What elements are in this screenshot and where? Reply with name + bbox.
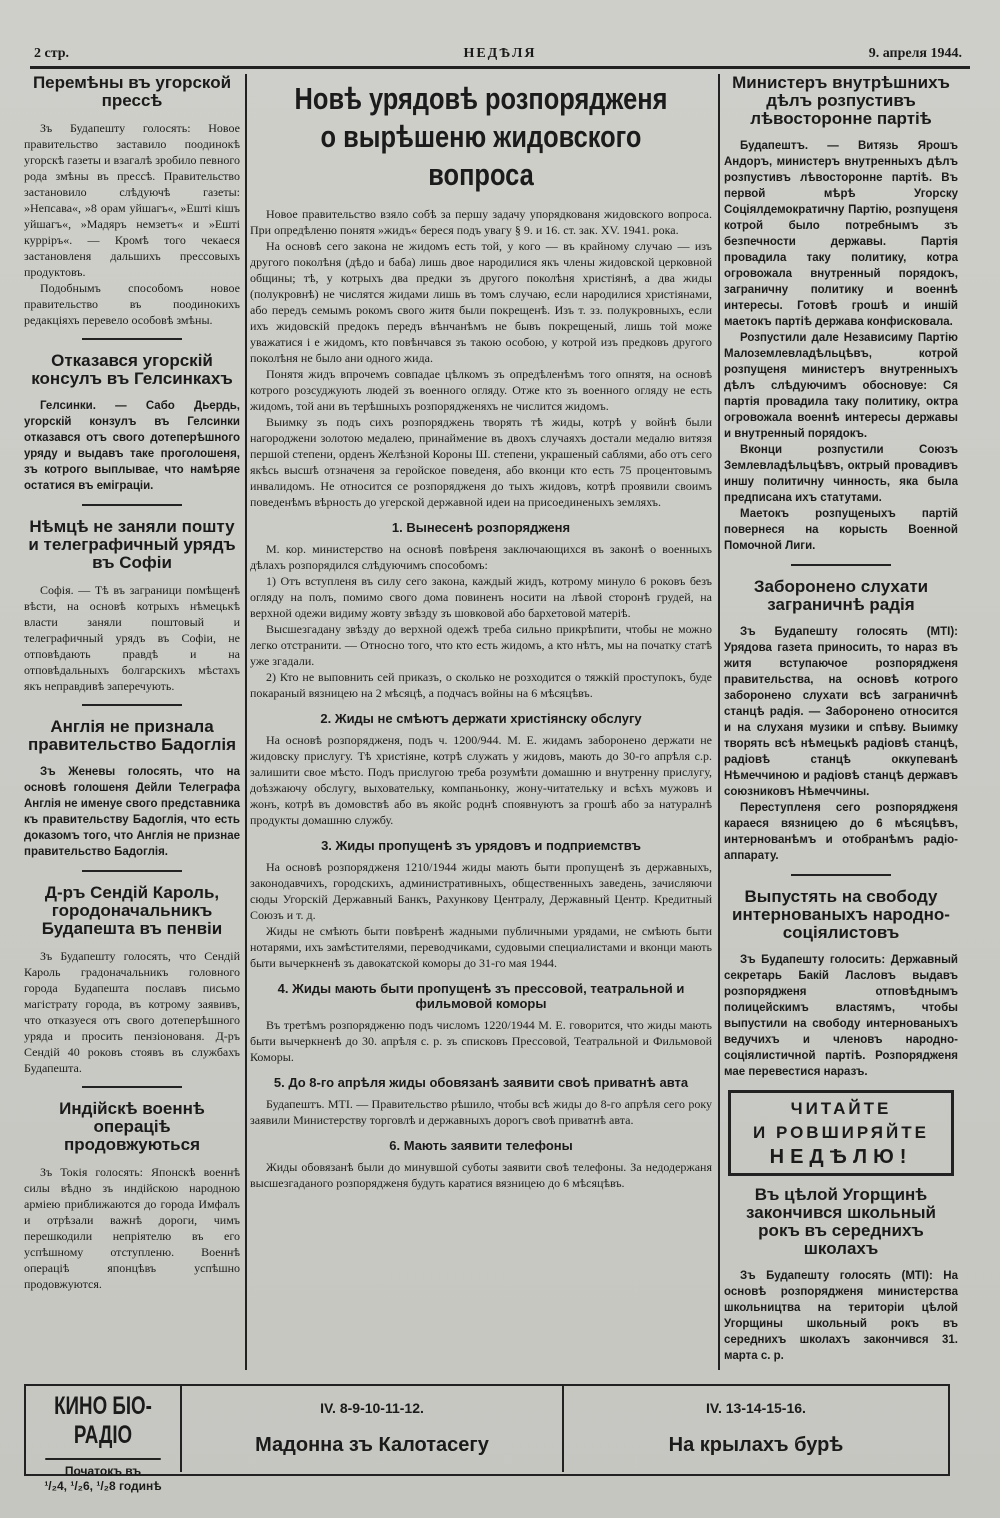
section-heading: 6. Мають заявити телефоны <box>389 1138 573 1153</box>
article-paragraph: Жиды обовязанѣ были до минувшой суботы заявити своѣ телефоны. За недодержаня высшезгаданого розпорядженя будуть каратися вязницею до 6 мѣсяцѣвъ. <box>250 1160 712 1190</box>
article-paragraph: Выимку зъ подъ сихъ розпоряджень творять тѣ жиды, котрѣ у войнѣ были нагороджени золотою медалею, принаймение въ двохъ случаяхъ достали медалю витязя першой степени, орденъ Желѣзной Короны Ш. степени, украшеный саблями, або отъ сего якѣсь высшѣ отзначеня за геройское поведеня, або вконци кто есть 75 процентовымъ инвалидомъ. Не относится се розпорядженя до тыхъ жидовъ, котрѣ проявили своимъ поведенѣмъ вѣрность до угерской державной идеи на присоединеныхъ земляхъ. <box>250 415 712 509</box>
article-sofia-post <box>24 518 240 694</box>
cinema-advertisement <box>24 1384 950 1493</box>
column-rule-left <box>245 74 247 1370</box>
showtimes-label: Початокъ въ <box>64 1464 142 1478</box>
separator <box>82 338 182 340</box>
article-paragraph: На основѣ розпорядженя, подъ ч. 1200/944. М. Е. жидамъ заборонено держати не жидовску прислугу. Тѣ христіяне, котрѣ служать у жидовъ, мають до 30-го апрѣля с.р. залишити свое мѣсто. Подъ прислугою треба розумѣти домашню и внутренну прислугу, доѣзжаючу обслугу, выховательку, компаньонку, жону-читательку и всѣхъ мужовъ и жонъ, котрѣ въ домовствѣ або въ якойс роднѣ споявнуютъ за грошѣ або за натуралнѣ продукты домашню службу. <box>250 733 712 827</box>
cinema-brand <box>26 1386 182 1493</box>
section-heading: 5. До 8-го апрѣля жиды обовязанѣ заявити своѣ приватнѣ авта <box>273 1075 689 1090</box>
article-paragraph: Зъ Токія голосять: Японскѣ военнѣ силы вѣдно зъ индійскою народною арміею приближаются до города Имфалъ и отрѣзали важнѣ дороги, чимъ перешкодили непріятелю въ его успѣшному отступленю. Военнѣ операціѣ японцѣвъ успѣшно продовжуются. <box>24 1165 240 1291</box>
article-headline: Д-ръ Сендій Кароль, городоначальникъ Будапешта въ пенвіи <box>41 883 223 938</box>
article-paragraph: Зъ Будапешту голосять, что Сендій Кароль градоначальникъ головного города Будапешта пославъ письмо магістрату города, въ котрому заявивъ, что отказуеся отъ свого дотеперѣшного уряда и просить пензіонованя. Д-ръ Сендій 40 роковъ стоявъ въ службахъ Будапешта. <box>24 949 240 1075</box>
program-1 <box>182 1386 564 1472</box>
article-release-socialists <box>724 888 958 1080</box>
article-consul-helsinki <box>24 352 240 494</box>
article-minister-parties <box>724 74 958 554</box>
left-column <box>24 74 240 1292</box>
article-paragraph: Розпустили дале Независиму Партію Малоземлевладѣльцѣвъ, котрой розпущеня министеръ внутренныхъ дѣлъ слѣдуючимъ обосновуе: Ся партія провадила таку политику, октра огровожала военнѣ интересы державы и внутренный порядокъ. <box>724 332 958 440</box>
article-paragraph: Гелсинки. — Сабо Дьердь, угорскій конзулъ въ Гелсинки отказався отъ свого дотеперѣшного уряду и выдавъ таке проголошеня, зъ котрого выплывае, что намѣряе остатися въ еміграціи. <box>24 400 240 492</box>
article-paragraph: Зъ Будапешту голосять: Новое правительство заставило поодинокѣ угорскѣ газеты и взагалѣ зробило певного рода змѣны въ прессѣ. Правительство застановило слѣдуючѣ газеты: »Непсава«, »8 орам уйшагъ«, »Ешті кішъ уйшагъ«, »Мадяръ немзетъ« и »Ешті курріръ«. — Кромѣ того чекаеся застановленя дальшихъ прессовыхъ продуктовъ. <box>24 121 240 279</box>
article-headline: Отказався угорскій консулъ въ Гелсинкахъ <box>31 351 233 388</box>
article-paragraph: Зъ Будапешту голосить: Державный секретарь Бакій Ласловъ выдавъ розпорядженя отповѣднымъ полицейскимъ властямъ, чтобы выпустили на свободу интернованыхъ ведучихъ и членовъ народно-соціялистичной партіѣ. Розпорядженя мае перевестися наразъ. <box>724 954 958 1078</box>
page-number: 2 стр. <box>34 46 70 61</box>
cinema-name: КИНО БІО-РАДІО <box>45 1386 161 1460</box>
newspaper-title: НЕДѢЛЯ <box>463 46 537 61</box>
issue-date: 9. апреля 1944. <box>868 46 962 61</box>
article-paragraph: Зъ Женевы голосять, что на основѣ голошеня Дейли Телеграфа Англія не именуе свого представника къ правительству Бадоглія, что есть доказомъ того, что Англія не признае правительство Бадоглія. <box>24 766 240 858</box>
separator <box>82 870 182 872</box>
section-heading: 1. Вынесенѣ розпорядженя <box>391 520 571 535</box>
ad-line: ЧИТАЙТЕ <box>790 1099 892 1118</box>
article-radio-ban <box>724 578 958 864</box>
article-headline: Индійскѣ военнѣ операціѣ продовжуються <box>59 1099 205 1154</box>
article-paragraph: Переступленя сего розпорядженя караеся вязницею до 6 мѣсяцѣвъ, интернованѣмъ и отобранѣмъ радіо-аппарату. <box>724 802 958 862</box>
article-paragraph: Зъ Будапешту голосять (МТІ): На основѣ розпорядженя министерства школьництва на територіи цѣлой Угорщины школьный рокъ въ середнихъ школахъ закончився 31. марта с. р. <box>724 1270 958 1362</box>
article-paragraph: М. кор. министерство на основѣ повѣреня заключающихся въ законѣ о военныхъ дѣлахъ розпорядился слѣдуючимъ способомъ: <box>250 542 712 572</box>
article-headline: Англія не признала правительство Бадоглія <box>27 717 237 754</box>
article-paragraph: Будапештъ. МТІ. — Правительство рѣшило, чтобы всѣ жиды до 8-го апрѣля сего року заявили Министерству торговлѣ и державныхъ дорогъ своѣ приватнѣ авта. <box>250 1097 712 1127</box>
article-indian-operations <box>24 1100 240 1292</box>
program-dates: IV. 13-14-15-16. <box>706 1400 806 1416</box>
program-2 <box>564 1386 948 1472</box>
column-rule-right <box>718 74 720 1370</box>
article-paragraph: Жиды не смѣють быти повѣренѣ жадными публичными урядами, не смѣють быти нотарями, ихъ замѣстителями, переводчиками, судовыми специалистами и вконци мають быти вычеркненѣ зъ давокатской коморы до 31-го мая 1944. <box>250 924 712 970</box>
right-column <box>724 74 958 1364</box>
main-headline: Новѣ урядовѣ розпорядженя о вырѣшеню жидовского вопроса <box>294 81 668 192</box>
article-paragraph: Подобнымъ способомъ новое правительство въ поодинокихъ редакціяхъ перевело особовѣ змѣны. <box>24 281 240 327</box>
read-and-spread-ad <box>728 1090 954 1176</box>
article-sendiy-karol <box>24 884 240 1076</box>
article-headline: Министеръ внутрѣшнихъ дѣлъ розпустивъ лѣвосторонне партіѣ <box>732 73 950 128</box>
article-paragraph: 1) Отъ вступленя въ силу сего закона, каждый жидъ, котрому минуло 6 роковъ безъ огляду на полъ, помимо свого дома повиненъ носити на лѣвой сторонѣ грудей, на верхной одежи видиму жовту звѣзду зъ шовковой або бархетовой матеріѣ. <box>250 574 712 620</box>
ad-line: И РОВШИРЯЙТЕ <box>753 1123 929 1142</box>
article-paragraph: Новое правительство взяло собѣ за першу задачу упорядкованя жидовского вопроса. При опредѣленю понятя »жидъ« береся подъ увагу § 9. и 16. ст. зак. XV. 1941. рока. <box>250 207 712 237</box>
section-heading: 2. Жиды не смѣютъ держати христіянску обслугу <box>320 711 642 726</box>
middle-column <box>250 74 712 1191</box>
article-paragraph: Вконци розпустили Союзъ Землевладѣльцѣвъ, октрый провадивъ иншу политичну чинность, яка была предписана ихъ статутами. <box>724 444 958 504</box>
article-paragraph: Будапештъ. — Витязь Ярошъ Андоръ, министеръ внутренныхъ дѣлъ розпустивъ лѣвосторонне партіѣ. Въ первой мѣрѣ Угорску Соціялдемократичну Партію, розпущеня котрой было потребнымъ зъ безпечности державы. Партія провадила таку политику, котра огровожала внутренный порядокъ, заграничну политику и военнѣ интересы. Готовѣ грошѣ и иншій маетокъ партіѣ держава конфисковала. <box>724 140 958 328</box>
article-school-year <box>724 1186 958 1364</box>
page-header <box>30 40 970 69</box>
article-paragraph: На основѣ сего закона не жидомъ есть той, у кого — въ крайному случаю — изъ другого поколѣня (дѣдо и баба) лишь двое народилися якъ члены жидовской церковной общины; тѣ, у котрыхъ два предки зъ другого поколѣня христіянѣ, а два жиды (полукровнѣ) не числятся жидами лишь въ томъ случаю, если народилися христіянами, або передъ семымъ рокомъ свого житя были покрещенѣ. Изъ т. зз. полукровныхъ, если ихъ жидовскій предокъ передъ вѣнчанѣмъ не бывъ покрещеный, лишь той може уважатися і е жидомъ, кто повѣнчався зъ такою особою, у котрой изъ предковъ другого поколѣня не было ани одного жида. <box>250 239 712 365</box>
article-paragraph: Зъ Будапешту голосять (МТІ): Урядова газета приносить, то нараз въ житя вступаючое розпорядженя правительства, на основѣ котрого заборонено слухати всѣ заграничнѣ станцѣ радія. — Заборонено относится и на слуханя музики и спѣву. Выимку творять всѣ нѣмецькѣ радіовѣ станцѣ, радіовѣ станцѣ оккупеванѣ Нѣмеччиною и радіовѣ станцѣ державъ союзниковъ Нѣмеччины. <box>724 626 958 798</box>
article-press-changes <box>24 74 240 328</box>
separator <box>791 564 891 566</box>
separator <box>82 504 182 506</box>
article-paragraph: Высшезгадану звѣзду до верхной одежѣ треба сильно прикрѣпити, чтобы не можно легко отстранити. — Относно того, что кто есть жидомъ, а кто нѣтъ, мы на початку статѣ уже згадали. <box>250 622 712 668</box>
film-title: На крылахъ бурѣ <box>668 1434 844 1456</box>
article-england-badoglio <box>24 718 240 860</box>
separator <box>82 1086 182 1088</box>
film-title: Мадонна зъ Калотасегу <box>255 1434 489 1456</box>
article-headline: Выпустять на свободу интернованыхъ народно-соціялистовъ <box>732 887 950 942</box>
article-paragraph: На основѣ розпорядженя 1210/1944 жиды мають быти пропущенѣ зъ державныхъ, законодавчихъ, городскихъ, административныхъ, общественныхъ заведень, зачисляючи сюды Угорскій Державный Банкъ, Рахункову Централу, Державный Центр. Кредитный Союзъ и т. д. <box>250 860 712 922</box>
section-heading: 4. Жиды мають быти пропущенѣ зъ прессовой, театральной и фильмовой коморы <box>277 981 685 1011</box>
article-paragraph: Софія. — Тѣ въ заграници помѣщенѣ вѣсти, на основѣ котрыхъ нѣмецькѣ власти заняли поштовый и телеграфичный урядъ въ Софіи, не отповѣдають правдѣ и на отповѣдальныхъ болгарскихъ мѣстахъ якъ неправдивѣ заперечують. <box>24 583 240 693</box>
article-paragraph: Понятя жидъ впрочемъ совпадае цѣлкомъ зъ опредѣленѣмъ того опнятя, на основѣ котрого розсуджують людей зъ военного огляду. Отже кто зъ военного огляду не есть жидомъ, той ани въ терѣшныхъ розпорядженяхъ не числится жидомъ. <box>250 367 712 413</box>
article-headline: Заборонено слухати заграничнѣ радія <box>753 577 929 614</box>
program-dates: IV. 8-9-10-11-12. <box>320 1400 424 1416</box>
article-paragraph: 2) Кто не выповнить сей приказъ, о сколько не розходится о тяжкій проступокъ, буде покараный вязницею на 2 мѣсяцѣ, а подчасъ войны на 6 мѣсяцѣвъ. <box>250 670 712 700</box>
ad-line: НЕДѢЛЮ! <box>769 1146 913 1168</box>
showtimes <box>26 1464 180 1494</box>
showtimes-values: ¹/₂4, ¹/₂6, ¹/₂8 годинѣ <box>44 1479 162 1493</box>
separator <box>791 874 891 876</box>
article-paragraph: Маетокъ розпущеныхъ партій повернеся на корысть Военной Помочной Лиги. <box>724 508 958 552</box>
article-paragraph: Въ третѣмъ розпорядженю подъ числомъ 1220/1944 М. Е. говорится, что жиды мають быти вычеркненѣ до 30. апрѣля с. р. зъ списковъ Прессовой, Театральной и Фильмовой Коморы. <box>250 1018 712 1064</box>
article-headline: Въ цѣлой Угорщинѣ закончився школьный рокъ въ середнихъ школахъ <box>746 1185 936 1258</box>
article-headline: Нѣмцѣ не заняли пошту и телеграфичный урядъ въ Софіи <box>28 517 236 572</box>
separator <box>82 704 182 706</box>
article-headline: Перемѣны въ угорской прессѣ <box>32 73 232 110</box>
section-heading: 3. Жиды пропущенѣ зъ урядовъ и подприемствъ <box>321 838 641 853</box>
